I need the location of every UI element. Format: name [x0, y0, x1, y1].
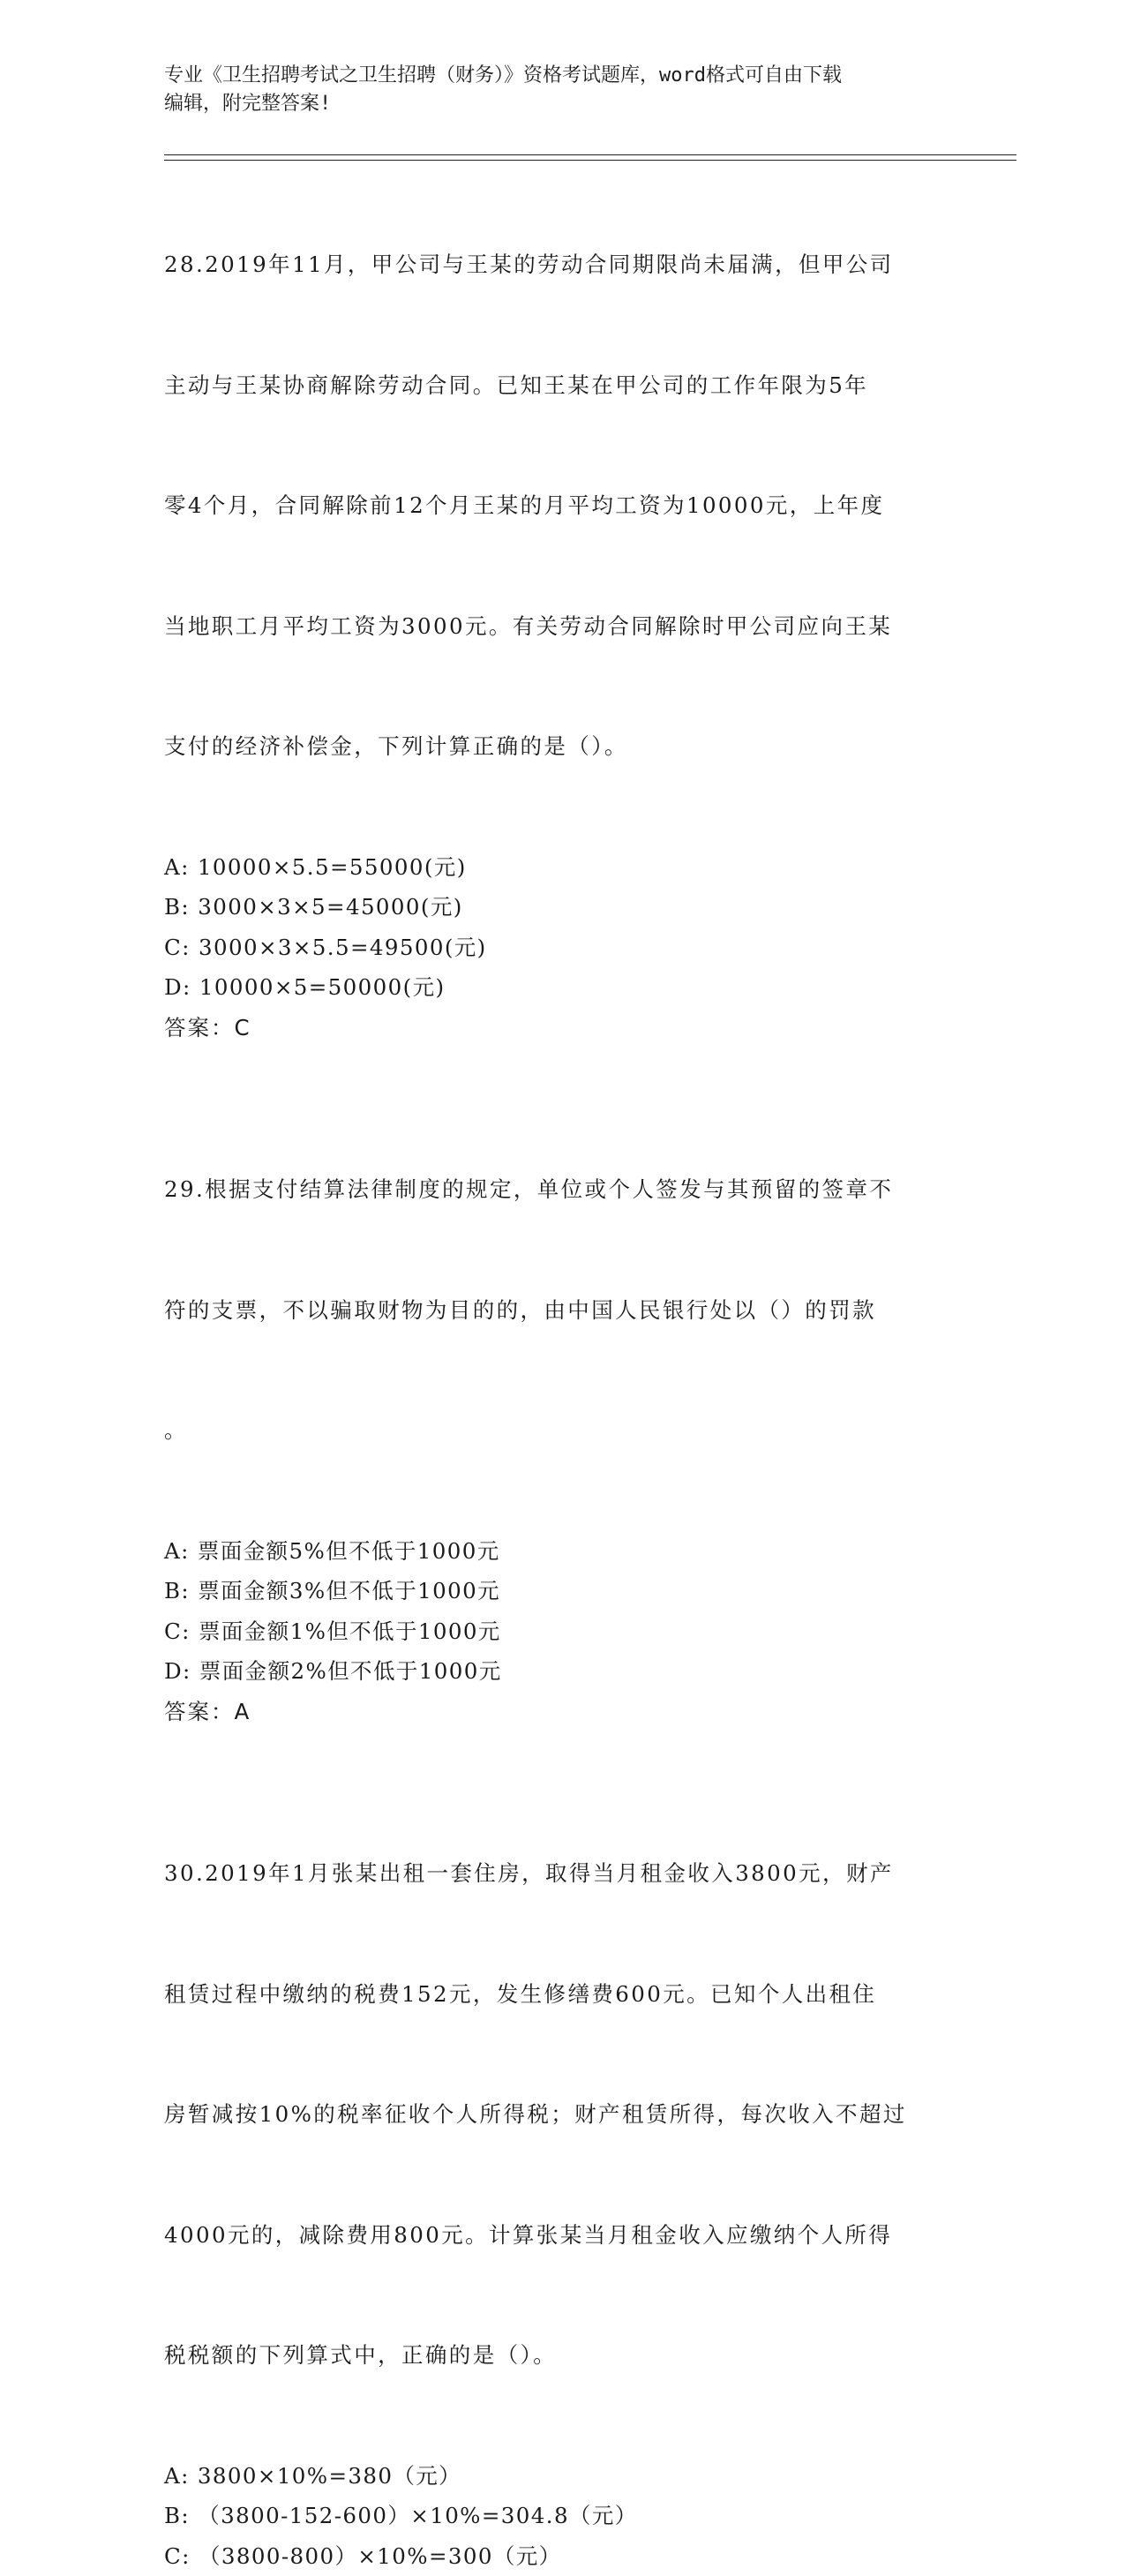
question-line: 。	[164, 1410, 958, 1451]
header-line-2: 编辑，附完整答案!	[164, 90, 941, 118]
question-list	[164, 164, 958, 2576]
header-divider-bottom	[164, 160, 1016, 161]
question-30	[164, 1773, 958, 2576]
spacer	[164, 1048, 958, 1089]
spacer	[164, 1731, 958, 1773]
header-divider-top	[164, 154, 1016, 155]
question-line: 28.2019年11月，甲公司与王某的劳动合同期限尚未届满，但甲公司	[164, 244, 958, 285]
option-b: B: 票面金额3%但不低于1000元	[164, 1571, 958, 1611]
answer: 答案：C	[164, 1008, 958, 1048]
option-d: D: 票面金额2%但不低于1000元	[164, 1651, 958, 1692]
question-text	[164, 1773, 958, 2456]
question-line: 当地职工月平均工资为3000元。有关劳动合同解除时甲公司应向王某	[164, 606, 958, 647]
question-line: 零4个月，合同解除前12个月王某的月平均工资为10000元，上年度	[164, 485, 958, 526]
option-a: A: 10000×5.5=55000(元)	[164, 847, 958, 888]
question-line: 29.根据支付结算法律制度的规定，单位或个人签发与其预留的签章不	[164, 1169, 958, 1210]
option-c: C: （3800-800）×10%=300（元）	[164, 2536, 958, 2576]
header-line-1: 专业《卫生招聘考试之卫生招聘（财务）》资格考试题库，word格式可自由下载	[164, 62, 941, 90]
question-text	[164, 1089, 958, 1531]
question-line: 租赁过程中缴纳的税费152元，发生修缮费600元。已知个人出租住	[164, 1974, 958, 2015]
option-b: B: 3000×3×5=45000(元)	[164, 887, 958, 928]
option-a: A: 票面金额5%但不低于1000元	[164, 1531, 958, 1572]
answer: 答案：A	[164, 1692, 958, 1732]
option-a: A: 3800×10%=380（元）	[164, 2456, 958, 2497]
question-text	[164, 164, 958, 847]
question-line: 主动与王某协商解除劳动合同。已知王某在甲公司的工作年限为5年	[164, 365, 958, 406]
page-header	[164, 62, 941, 118]
question-line: 税税额的下列算式中，正确的是（）。	[164, 2335, 958, 2376]
question-28	[164, 164, 958, 1048]
question-line: 30.2019年1月张某出租一套住房，取得当月租金收入3800元，财产	[164, 1853, 958, 1894]
option-c: C: 3000×3×5.5=49500(元)	[164, 928, 958, 968]
option-b: B: （3800-152-600）×10%=304.8（元）	[164, 2496, 958, 2536]
question-line: 符的支票，不以骗取财物为目的的，由中国人民银行处以（）的罚款	[164, 1290, 958, 1331]
question-29	[164, 1089, 958, 1731]
question-line: 4000元的，减除费用800元。计算张某当月租金收入应缴纳个人所得	[164, 2215, 958, 2256]
question-line: 支付的经济补偿金，下列计算正确的是（）。	[164, 726, 958, 767]
option-d: D: 10000×5=50000(元)	[164, 967, 958, 1008]
option-c: C: 票面金额1%但不低于1000元	[164, 1611, 958, 1652]
question-line: 房暂减按10%的税率征收个人所得税；财产租赁所得，每次收入不超过	[164, 2094, 958, 2135]
